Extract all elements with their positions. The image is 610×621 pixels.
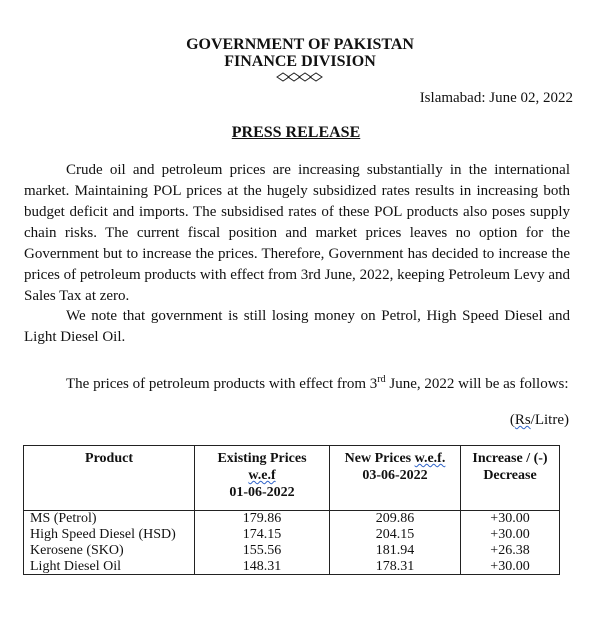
header-existing: [195, 446, 330, 511]
cell-change: +30.00: [461, 527, 560, 543]
header-change: [461, 446, 560, 511]
cell-new: 204.15: [330, 527, 461, 543]
document-title: PRESS RELEASE: [231, 124, 361, 141]
header-existing-line3: 01-06-2022: [229, 485, 295, 500]
cell-new: 209.86: [330, 511, 461, 527]
unit-currency: Rs: [514, 412, 531, 428]
cell-new: 181.94: [330, 543, 461, 559]
cell-product: High Speed Diesel (HSD): [24, 527, 195, 543]
table-row: [24, 527, 560, 543]
header-product-label: Product: [85, 451, 133, 466]
paragraph-3-text-a: The prices of petroleum products with effect from 3: [66, 376, 378, 392]
cell-product: Light Diesel Oil: [24, 559, 195, 575]
unit-open: (: [509, 412, 515, 428]
header-existing-line1: Existing Prices: [217, 451, 307, 466]
cell-existing: 174.15: [195, 527, 330, 543]
header-new-line1: [336, 450, 454, 467]
table-header-row: [24, 446, 560, 511]
paragraph-2: We note that government is still losing money on Petrol, High Speed Diesel and Light Diesel Oil.: [24, 308, 570, 345]
header-division: FINANCE DIVISION: [224, 53, 376, 70]
header-new-wef: w.e.f.: [414, 451, 446, 466]
table-row: [24, 511, 560, 527]
ordinal-suffix: rd: [377, 374, 386, 385]
cell-change: +30.00: [461, 511, 560, 527]
price-table: [23, 445, 560, 575]
unit-label: [510, 412, 569, 429]
cell-change: +26.38: [461, 543, 560, 559]
cell-existing: 179.86: [195, 511, 330, 527]
header-product: [24, 446, 195, 511]
cell-existing: 155.56: [195, 543, 330, 559]
paragraph-3: [24, 369, 570, 395]
cell-product: MS (Petrol): [24, 511, 195, 527]
header-new-text: New Prices: [344, 451, 412, 466]
header-change-line2: Decrease: [483, 468, 537, 483]
cell-new: 178.31: [330, 559, 461, 575]
dateline: Islamabad: June 02, 2022: [419, 90, 573, 106]
header-government: GOVERNMENT OF PAKISTAN: [186, 36, 414, 53]
ornament-divider: [0, 70, 600, 88]
table-row: [24, 543, 560, 559]
paragraph-3-text-b: June, 2022 will be as follows:: [385, 376, 569, 392]
paragraph-1: Crude oil and petroleum prices are increasing substantially in the international market. Maintaining POL prices at the hugely subsidized rates results in increasing both budget deficit and imports. The subsidised rates of these POL products also poses supply chain risks. The current fiscal position and market prices leaves no option for the Government but to increase the prices. Therefore, Government has decided to increase the prices of petroleum products with effect from 3rd June, 2022, keeping Petroleum Levy and Sales Tax at zero.: [24, 162, 570, 304]
header-existing-line2: w.e.f: [248, 468, 276, 483]
header-change-line1: Increase / (-): [472, 451, 548, 466]
cell-product: Kerosene (SKO): [24, 543, 195, 559]
header-new-line2: 03-06-2022: [362, 468, 428, 483]
unit-rest: /Litre): [530, 412, 569, 428]
cell-change: +30.00: [461, 559, 560, 575]
table-row: [24, 559, 560, 575]
cell-existing: 148.31: [195, 559, 330, 575]
header-new: [330, 446, 461, 511]
